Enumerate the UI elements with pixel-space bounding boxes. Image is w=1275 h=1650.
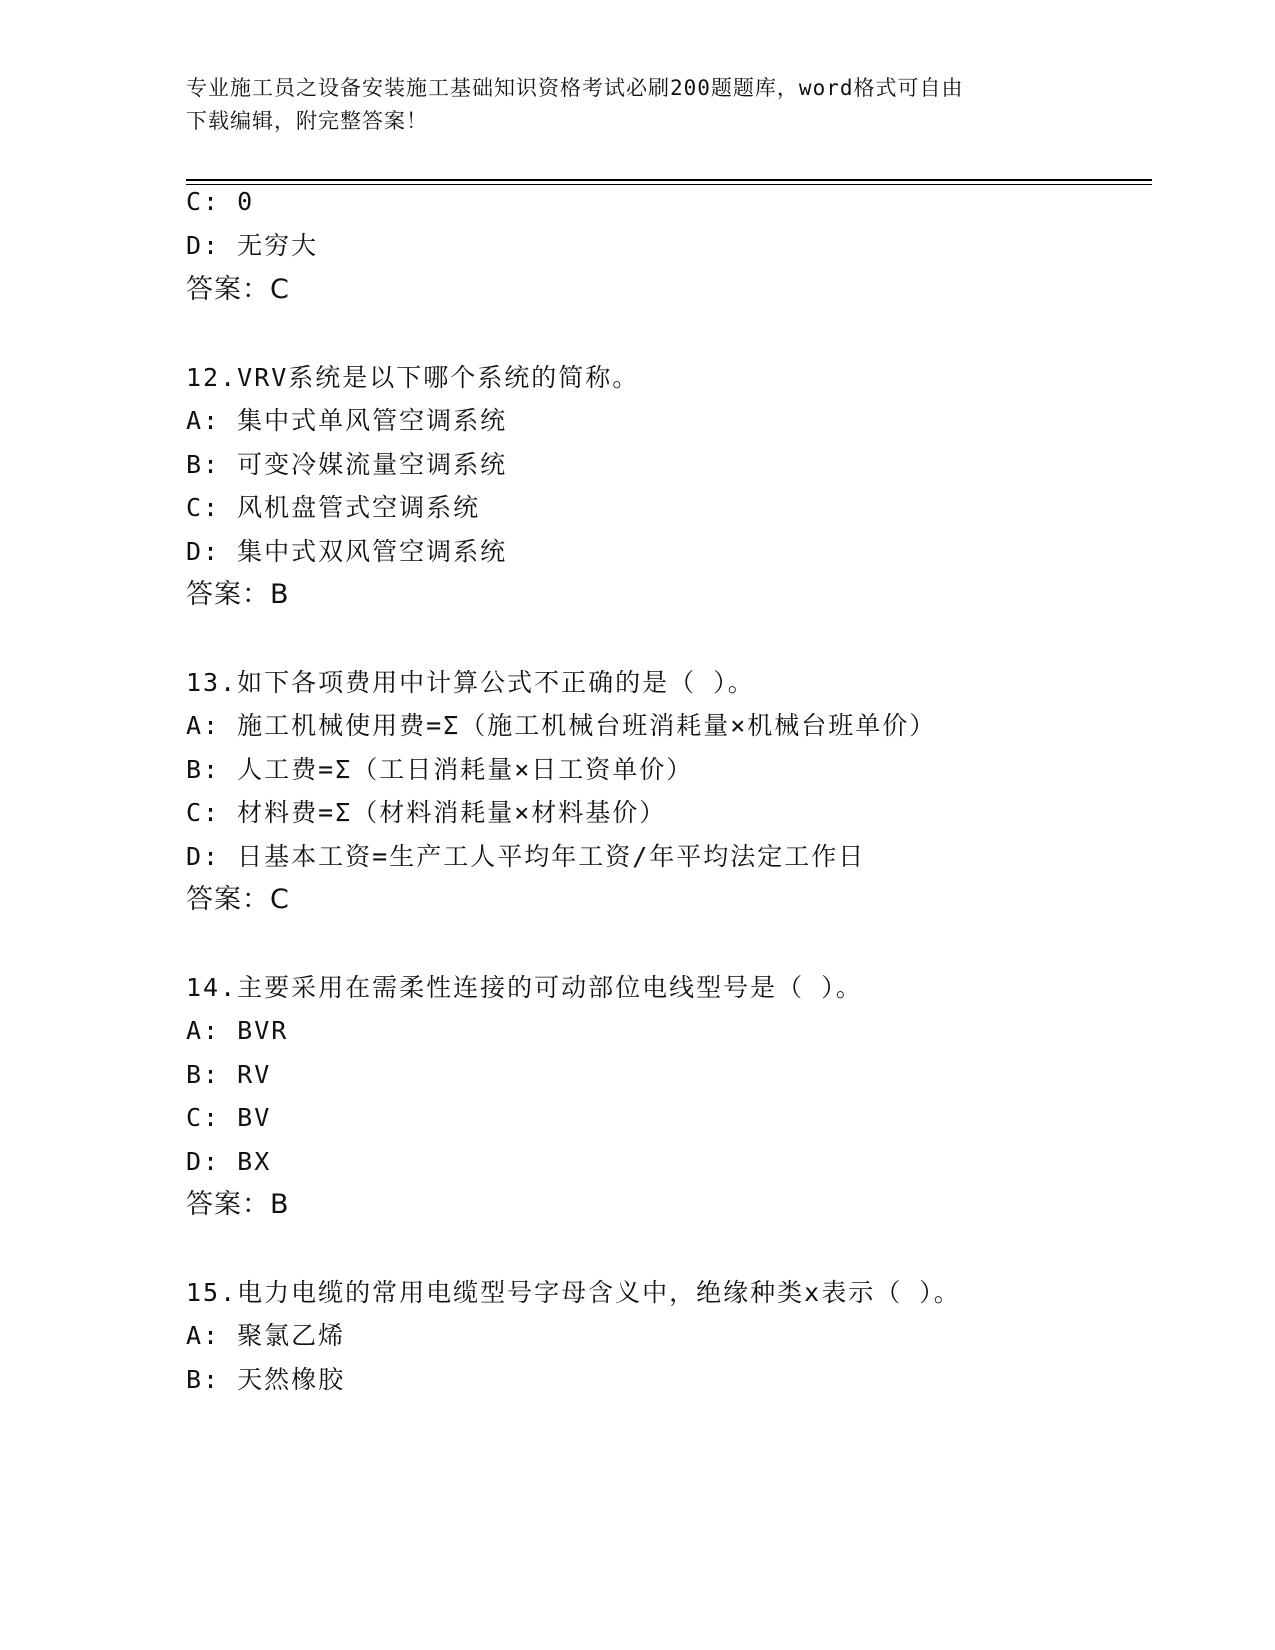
header-divider-thin [186, 184, 1152, 185]
q15-question: 15.电力电缆的常用电缆型号字母含义中，绝缘种类x表示（ ）。 [186, 1278, 961, 1307]
q13-question: 13.如下各项费用中计算公式不正确的是（ ）。 [186, 668, 755, 697]
q12-option-c: C: 风机盘管式空调系统 [186, 493, 481, 522]
q15-option-b: B: 天然橡胶 [186, 1365, 346, 1394]
header-title-line-2: 下载编辑，附完整答案！ [186, 109, 428, 133]
q11-option-d: D: 无穷大 [186, 231, 319, 260]
q12-question: 12.VRV系统是以下哪个系统的简称。 [186, 363, 640, 392]
q13-option-c: C: 材料费=Σ（材料消耗量×材料基价） [186, 798, 667, 827]
q14-question: 14.主要采用在需柔性连接的可动部位电线型号是（ ）。 [186, 973, 863, 1002]
q12-option-b: B: 可变冷媒流量空调系统 [186, 450, 508, 479]
q11-option-c: C: 0 [186, 187, 255, 216]
q14-option-c: C: BV [186, 1103, 272, 1132]
q12-option-d: D: 集中式双风管空调系统 [186, 537, 508, 566]
q14-answer: 答案：B [186, 1189, 290, 1220]
q14-option-b: B: RV [186, 1060, 272, 1089]
header-divider-thick [186, 179, 1152, 181]
q12-answer: 答案：B [186, 579, 290, 610]
q11-answer: 答案：C [186, 274, 290, 305]
header-title-line-1: 专业施工员之设备安装施工基础知识资格考试必刷200题题库，word格式可自由 [186, 76, 964, 100]
document-header [186, 72, 1066, 138]
q13-option-d: D: 日基本工资=生产工人平均年工资/年平均法定工作日 [186, 842, 866, 871]
q13-option-b: B: 人工费=Σ（工日消耗量×日工资单价） [186, 755, 694, 784]
q12-option-a: A: 集中式单风管空调系统 [186, 406, 508, 435]
q14-option-a: A: BVR [186, 1016, 289, 1045]
q15-option-a: A: 聚氯乙烯 [186, 1321, 346, 1350]
q13-option-a: A: 施工机械使用费=Σ（施工机械台班消耗量×机械台班单价） [186, 711, 937, 740]
q13-answer: 答案：C [186, 884, 290, 915]
q14-option-d: D: BX [186, 1147, 272, 1176]
